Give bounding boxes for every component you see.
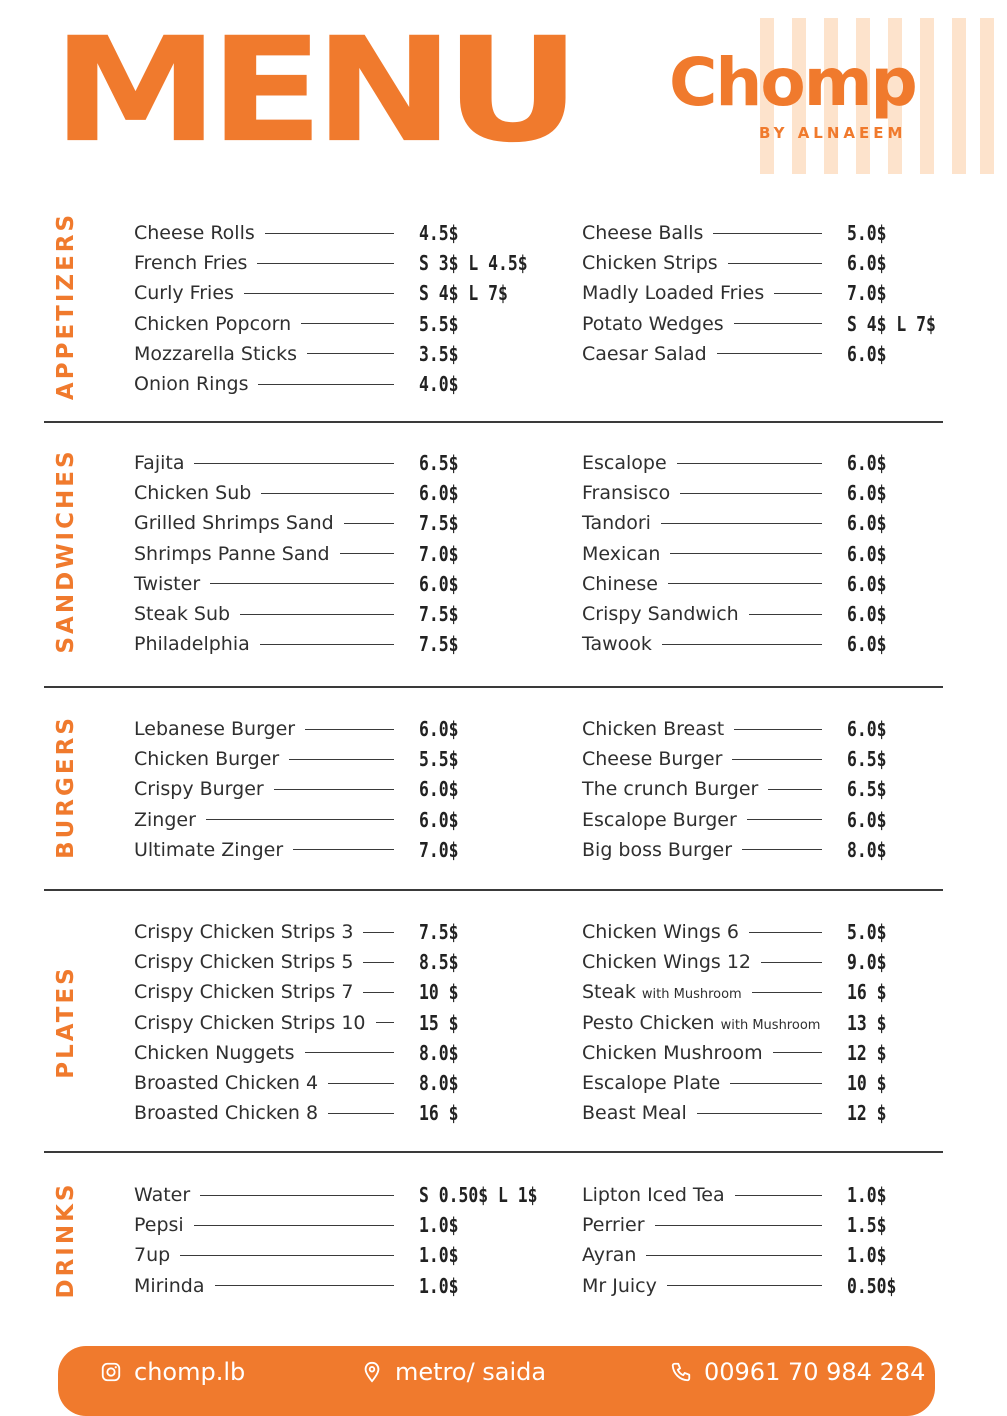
item-price: 12 $: [847, 1101, 887, 1126]
item-price: 6.5$: [847, 747, 887, 772]
item-price: 1.0$: [847, 1183, 887, 1207]
dotted-leader-line: [194, 1225, 394, 1226]
item-name: Tandori: [582, 512, 651, 535]
item-price: 8.0$: [419, 1040, 459, 1065]
item-name: Cheese Burger: [582, 748, 723, 771]
item-name: Potato Wedges: [582, 312, 724, 335]
dotted-leader-line: [206, 819, 394, 820]
dotted-leader-line: [194, 463, 394, 464]
section-label-appetizers: APPETIZERS: [53, 211, 79, 401]
dotted-leader-line: [730, 1083, 822, 1084]
item-price: 6.5$: [847, 777, 887, 802]
menu-item: [582, 539, 957, 569]
dotted-leader-line: [210, 583, 394, 584]
section-divider: [44, 686, 943, 688]
item-name: Chicken Wings 6: [582, 921, 739, 943]
menu-item: [134, 1038, 529, 1068]
item-name: Chicken Nuggets: [134, 1041, 295, 1064]
section-label-burgers: BURGERS: [53, 715, 79, 859]
item-price: 5.5$: [419, 747, 459, 772]
menu-item: [134, 369, 529, 399]
item-price: 1.0$: [847, 1243, 887, 1268]
menu-item: [582, 1068, 957, 1098]
item-price: 6.0$: [419, 777, 459, 802]
item-price: 1.0$: [419, 1243, 459, 1268]
menu-item: [134, 714, 529, 744]
menu-item: [134, 569, 529, 599]
item-name: Lipton Iced Tea: [582, 1184, 725, 1206]
item-name: Cheese Rolls: [134, 222, 255, 244]
item-name: Lebanese Burger: [134, 718, 296, 740]
item-price: 6.0$: [419, 717, 459, 741]
item-name: Water: [134, 1184, 191, 1206]
item-name: Grilled Shrimps Sand: [134, 512, 334, 535]
phone-number: 00961 70 984 284: [704, 1358, 926, 1386]
dotted-leader-line: [363, 962, 394, 963]
item-price: 16 $: [847, 980, 887, 1005]
footer-instagram[interactable]: [100, 1358, 245, 1386]
item-name: Mozzarella Sticks: [134, 342, 298, 365]
item-name: Big boss Burger: [582, 838, 733, 861]
dotted-leader-line: [240, 614, 394, 615]
item-price: 7.0$: [419, 541, 459, 566]
dotted-leader-line: [668, 583, 822, 584]
menu-item: [582, 1210, 957, 1240]
item-name: Crispy Chicken Strips 10: [134, 1011, 366, 1034]
dotted-leader-line: [655, 1225, 822, 1226]
item-price: 6.0$: [847, 571, 887, 596]
item-name: Ultimate Zinger: [134, 838, 284, 861]
dotted-leader-line: [773, 1052, 822, 1053]
menu-item: [582, 714, 957, 744]
item-price: 6.0$: [419, 807, 459, 832]
item-name: Onion Rings: [134, 373, 249, 395]
dotted-leader-line: [768, 789, 822, 790]
item-price: 7.5$: [419, 602, 459, 626]
item-price: 8.5$: [419, 950, 459, 975]
menu-item: [134, 1240, 529, 1270]
item-price: 5.0$: [847, 920, 887, 944]
menu-item: [134, 744, 529, 774]
dotted-leader-line: [301, 323, 394, 324]
item-name: 7up: [134, 1244, 171, 1267]
menu-item: [582, 1240, 957, 1270]
item-name: Crispy Sandwich: [582, 603, 739, 625]
item-price: 7.5$: [419, 511, 459, 536]
dotted-leader-line: [257, 263, 394, 264]
item-name: Pepsi: [134, 1214, 184, 1237]
menu-item: [582, 248, 957, 278]
dotted-leader-line: [749, 614, 822, 615]
menu-item: [582, 917, 957, 947]
dotted-leader-line: [742, 849, 822, 850]
item-name: Philadelphia: [134, 633, 250, 656]
menu-item: [134, 947, 529, 977]
menu-item: [134, 1180, 538, 1210]
item-price: 15 $: [419, 1010, 459, 1035]
item-name: Ayran: [582, 1244, 637, 1267]
dotted-leader-line: [260, 644, 394, 645]
menu-item: [582, 835, 957, 865]
menu-item: [134, 508, 529, 538]
item-name: Chinese: [582, 572, 658, 595]
item-price: 8.0$: [847, 837, 887, 862]
item-note: with Mushroom: [720, 1017, 821, 1033]
menu-item: [582, 569, 957, 599]
item-price: 8.0$: [419, 1071, 459, 1095]
dotted-leader-line: [376, 1022, 394, 1023]
dotted-leader-line: [328, 1113, 394, 1114]
item-price: 6.0$: [847, 632, 887, 657]
item-price: 10 $: [419, 980, 459, 1005]
location-text: metro/ saida: [395, 1358, 547, 1386]
item-price: 6.0$: [847, 541, 887, 566]
dotted-leader-line: [697, 1113, 822, 1114]
item-name: Crispy Chicken Strips 3: [134, 921, 354, 943]
instagram-handle: chomp.lb: [134, 1358, 246, 1386]
dotted-leader-line: [761, 962, 822, 963]
menu-item: [582, 977, 957, 1007]
menu-item: [582, 774, 957, 804]
item-name: Madly Loaded Fries: [582, 282, 765, 305]
dotted-leader-line: [667, 1285, 822, 1286]
item-price: 6.5$: [419, 451, 459, 475]
item-price: 12 $: [847, 1040, 887, 1065]
item-name: Broasted Chicken 8: [134, 1102, 319, 1125]
menu-item: [134, 309, 529, 339]
item-name: Fransisco: [582, 482, 671, 505]
item-name: Chicken Burger: [134, 748, 280, 771]
dotted-leader-line: [261, 493, 394, 494]
menu-item: [134, 278, 529, 308]
item-price: S 4$ L 7$: [847, 311, 936, 336]
item-price: 6.0$: [847, 511, 887, 536]
dotted-leader-line: [305, 1052, 394, 1053]
item-price: 6.0$: [847, 481, 887, 506]
menu-item: [582, 805, 957, 835]
item-price: 6.0$: [847, 807, 887, 832]
dotted-leader-line: [215, 1285, 394, 1286]
item-name: Twister: [134, 572, 201, 595]
menu-item: [134, 448, 529, 478]
phone-icon: [670, 1361, 692, 1383]
dotted-leader-line: [340, 553, 394, 554]
item-name: Shrimps Panne Sand: [134, 542, 330, 565]
dotted-leader-line: [289, 759, 394, 760]
menu-item: [582, 1180, 957, 1210]
item-name: Crispy Chicken Strips 5: [134, 951, 354, 974]
item-price: 0.50$: [847, 1273, 897, 1298]
item-price: 4.0$: [419, 372, 459, 396]
item-name: Mirinda: [134, 1274, 205, 1297]
dotted-leader-line: [293, 849, 394, 850]
menu-item: [582, 218, 957, 248]
brand-name: Chomp: [669, 44, 916, 121]
item-name: Cheese Balls: [582, 222, 704, 244]
section-label-drinks: DRINKS: [53, 1181, 79, 1299]
dotted-leader-line: [200, 1195, 394, 1196]
menu-item: [134, 835, 529, 865]
item-price: 16 $: [419, 1101, 459, 1126]
item-price: S 4$ L 7$: [419, 281, 508, 306]
dotted-leader-line: [732, 759, 822, 760]
item-name: Chicken Strips: [582, 252, 718, 275]
dotted-leader-line: [734, 729, 822, 730]
item-price: 9.0$: [847, 950, 887, 975]
item-name: Crispy Burger: [134, 778, 264, 801]
item-name: Curly Fries: [134, 282, 234, 305]
dotted-leader-line: [265, 233, 394, 234]
item-name: Broasted Chicken 4: [134, 1072, 319, 1094]
menu-item: [134, 917, 529, 947]
dotted-leader-line: [728, 263, 822, 264]
item-note: with Mushroom: [641, 987, 742, 1003]
item-name: Chicken Wings 12: [582, 951, 751, 974]
dotted-leader-line: [258, 384, 394, 385]
item-price: S 0.50$ L 1$: [419, 1183, 538, 1207]
menu-item: [134, 1008, 529, 1038]
item-price: 7.5$: [419, 632, 459, 657]
item-name: Perrier: [582, 1214, 645, 1237]
dotted-leader-line: [244, 293, 394, 294]
item-name: Zinger: [134, 808, 196, 831]
dotted-leader-line: [307, 353, 394, 354]
item-name: Chicken Mushroom: [582, 1041, 763, 1064]
item-name: Escalope Burger: [582, 808, 737, 831]
dotted-leader-line: [677, 463, 822, 464]
dotted-leader-line: [661, 523, 822, 524]
dotted-leader-line: [670, 553, 822, 554]
item-name: Beast Meal: [582, 1102, 687, 1125]
footer-phone[interactable]: [670, 1358, 925, 1386]
dotted-leader-line: [735, 1195, 822, 1196]
dotted-leader-line: [305, 729, 394, 730]
menu-item: [582, 478, 957, 508]
dotted-leader-line: [180, 1255, 394, 1256]
item-name: Escalope Plate: [582, 1072, 721, 1094]
menu-item: [582, 1098, 957, 1128]
dotted-leader-line: [680, 493, 822, 494]
dotted-leader-line: [747, 819, 822, 820]
item-name: Crispy Chicken Strips 7: [134, 981, 354, 1004]
menu-item: [582, 448, 957, 478]
dotted-leader-line: [662, 644, 822, 645]
menu-item: [134, 478, 529, 508]
item-name: Mexican: [582, 542, 661, 565]
item-price: 3.5$: [419, 341, 459, 366]
item-price: 6.0$: [847, 251, 887, 276]
item-price: S 3$ L 4.5$: [419, 251, 528, 276]
item-price: 5.5$: [419, 311, 459, 336]
menu-item: [134, 339, 529, 369]
dotted-leader-line: [734, 323, 822, 324]
instagram-icon: [100, 1361, 122, 1383]
item-price: 6.0$: [419, 571, 459, 596]
item-price: 4.5$: [419, 221, 459, 245]
item-price: 6.0$: [847, 451, 887, 475]
menu-item: [582, 309, 957, 339]
section-divider: [44, 421, 943, 423]
item-price: 1.0$: [419, 1213, 459, 1238]
item-price: 6.0$: [419, 481, 459, 506]
menu-item: [134, 1271, 529, 1301]
section-label-sandwiches: SANDWICHES: [53, 448, 79, 654]
menu-item: [582, 508, 957, 538]
menu-item: [582, 629, 957, 659]
item-name: Steak Sub: [134, 603, 231, 625]
item-name: Chicken Breast: [582, 718, 725, 740]
item-price: 7.0$: [847, 281, 887, 306]
brand-tagline: BY ALNAEEM: [759, 124, 907, 142]
section-divider: [44, 1151, 943, 1153]
item-price: 5.0$: [847, 221, 887, 245]
dotted-leader-line: [344, 523, 394, 524]
item-price: 10 $: [847, 1071, 887, 1095]
location-pin-icon: [361, 1361, 383, 1383]
dotted-leader-line: [752, 992, 822, 993]
item-name: Escalope: [582, 452, 667, 474]
item-price: 6.0$: [847, 341, 887, 366]
dotted-leader-line: [363, 932, 394, 933]
menu-item: [134, 539, 529, 569]
item-name: Fajita: [134, 452, 185, 474]
item-name: Steak with Mushroom: [582, 981, 742, 1004]
menu-item: [134, 1098, 529, 1128]
menu-item: [582, 599, 957, 629]
menu-item: [582, 1038, 957, 1068]
menu-item: [134, 1210, 529, 1240]
item-price: 1.5$: [847, 1213, 887, 1238]
menu-item: [134, 248, 529, 278]
menu-item: [134, 774, 529, 804]
item-name: French Fries: [134, 252, 248, 275]
dotted-leader-line: [646, 1255, 822, 1256]
dotted-leader-line: [713, 233, 822, 234]
item-name: Chicken Popcorn: [134, 312, 292, 335]
menu-item: [582, 339, 957, 369]
item-name: Tawook: [582, 633, 652, 656]
item-price: 7.0$: [419, 837, 459, 862]
menu-item: [134, 599, 529, 629]
item-name: Chicken Sub: [134, 482, 252, 505]
menu-item: [134, 805, 529, 835]
section-label-plates: PLATES: [53, 965, 79, 1079]
menu-item: [582, 278, 957, 308]
menu-item: [582, 744, 957, 774]
dotted-leader-line: [774, 293, 822, 294]
item-name: Caesar Salad: [582, 342, 707, 365]
footer-bar: [58, 1346, 935, 1416]
item-name: The crunch Burger: [582, 778, 759, 801]
menu-title: MENU: [52, 5, 571, 175]
menu-item: [134, 629, 529, 659]
menu-item: [582, 947, 957, 977]
item-price: 6.0$: [847, 717, 887, 741]
item-price: 1.0$: [419, 1273, 459, 1298]
item-price: 7.5$: [419, 920, 459, 944]
item-price: 13 $: [847, 1010, 887, 1035]
menu-item: [582, 1008, 957, 1038]
dotted-leader-line: [274, 789, 394, 790]
menu-item: [582, 1271, 957, 1301]
item-name: Pesto Chicken with Mushroom: [582, 1011, 821, 1034]
dotted-leader-line: [749, 932, 822, 933]
item-price: 6.0$: [847, 602, 887, 626]
section-divider: [44, 889, 943, 891]
menu-item: [134, 1068, 529, 1098]
brand-logo: [665, 18, 995, 178]
footer-location[interactable]: [361, 1358, 546, 1386]
dotted-leader-line: [717, 353, 822, 354]
menu-item: [134, 218, 529, 248]
dotted-leader-line: [328, 1083, 394, 1084]
dotted-leader-line: [363, 992, 394, 993]
menu-item: [134, 977, 529, 1007]
item-name: Mr Juicy: [582, 1274, 657, 1297]
